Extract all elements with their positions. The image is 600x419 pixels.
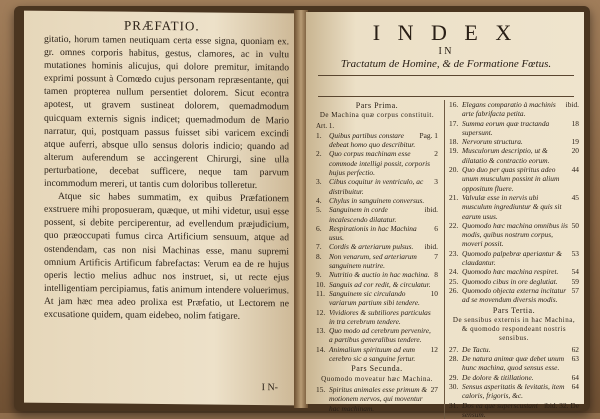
index-entry: [449, 382, 579, 401]
entry-text: Quomodo palpebræ aperiantur & claudantur.: [462, 249, 570, 268]
entry-page: 59: [572, 277, 579, 286]
entry-text: Elegans comparatio à machinis arte fabrifacta petita.: [462, 100, 564, 119]
entry-text: Quomodo objecta externa incitatur ad se movendum diversis modis.: [462, 286, 570, 305]
entry-text: Vividiores & subtiliores particulas in tra cerebrum tendere.: [329, 308, 436, 327]
index-column-right: [444, 100, 579, 419]
index-subtitle: Tractatum de Homine, & de Formatione Fœtus.: [316, 58, 576, 70]
entry-text: Chylus in sanguinem conversus.: [329, 196, 436, 205]
entry-number: 6.: [316, 224, 329, 233]
entry-text: Quo duo per quas spiritus adeo unum musculum possint in alium oppositum fluere.: [462, 165, 570, 193]
entry-page: ibid.: [425, 205, 438, 214]
entry-text: De dolore & titillatione.: [462, 373, 570, 382]
entry-page: 54: [572, 267, 579, 276]
entry-number: 19.: [449, 146, 462, 155]
index-in: I N: [306, 46, 584, 57]
entry-page: 8: [434, 270, 438, 279]
entry-number: 17.: [449, 119, 462, 128]
entry-page: 45: [572, 193, 579, 202]
section-heading: Pars Prima.: [316, 101, 438, 110]
entry-text: De natura animæ quæ debet unum hunc machina, quod sensus esse.: [462, 354, 570, 373]
index-entry: [449, 165, 579, 193]
entry-page: 64: [572, 373, 579, 382]
entry-number: 8.: [316, 252, 329, 261]
entry-text: Animalium spirituum ad eum cerebro sic a sanguine fertur.: [329, 345, 429, 364]
entry-list: [449, 100, 579, 305]
entry-number: 9.: [316, 270, 329, 279]
entry-text: Sensus asperitatis & levitatis, item caloris, frigoris, &c.: [462, 382, 570, 401]
index-entry: [316, 280, 438, 289]
index-entry: [316, 242, 438, 251]
index-entry: [449, 267, 579, 276]
entry-page: 44: [572, 165, 579, 174]
index-entry: [449, 277, 579, 286]
entry-number: 28.: [449, 354, 462, 363]
index-entry: [449, 373, 579, 382]
index-entry: [316, 177, 438, 196]
index-title: I N D E X: [306, 20, 584, 46]
entry-page: 50: [572, 221, 579, 230]
index-entry: [316, 149, 438, 177]
entry-page: ibid.: [566, 100, 579, 109]
entry-text: Quo modo ad cerebrum pervenire, a partibus generalibus tendere.: [329, 326, 436, 345]
entry-number: 3.: [316, 177, 329, 186]
entry-page: 6: [434, 224, 438, 233]
entry-number: 24.: [449, 267, 462, 276]
index-entry: [316, 308, 438, 327]
entry-page: 12: [431, 345, 438, 354]
entry-text: Dos ea que superscustant sensum.: [462, 401, 542, 419]
entry-text: Cibus coquitur in ventriculo, ac distribuitur.: [329, 177, 432, 196]
entry-page: 62: [572, 345, 579, 354]
index-entry: [316, 270, 438, 279]
entry-number: 7.: [316, 242, 329, 251]
divider: [318, 75, 574, 76]
entry-text: Nervorum structura.: [462, 137, 570, 146]
entry-text: Respirationis in hac Machina usus.: [329, 224, 432, 243]
index-entry: [449, 119, 579, 138]
entry-number: 14.: [316, 345, 329, 354]
entry-text: Sanguinem in corde incalescendo dilatatur.: [329, 205, 423, 224]
entry-page: 10: [431, 289, 438, 298]
entry-number: 29.: [449, 373, 462, 382]
entry-number: 21.: [449, 193, 462, 202]
entry-number: 18.: [449, 137, 462, 146]
index-entry: [316, 326, 438, 345]
entry-text: De Tactu.: [462, 345, 570, 354]
entry-list: [316, 385, 438, 413]
entry-text: Sanguis ad cor redit, & circulatur.: [329, 280, 436, 289]
entry-page: 64: [572, 382, 579, 391]
entry-number: 20.: [449, 165, 462, 174]
entry-text: Quo corpus machinam esse commode intelligi possit, corporis hujus perfectio.: [329, 149, 432, 177]
section-subheading: De Machina quæ corpus constituit.: [316, 111, 438, 120]
left-page: [24, 11, 296, 406]
entry-text: Quomodo cibus in ore deglutiat.: [462, 277, 570, 286]
entry-page: 63: [572, 354, 579, 363]
entry-text: Non venarum, sed arteriarum sanguinem nutrire.: [329, 252, 432, 271]
entry-page: ibid.: [425, 242, 438, 251]
entry-text: Valvulæ esse in nervis ubi musculum ingrediuntur & quis sit earum usus.: [462, 193, 570, 221]
index-entry: [449, 286, 579, 305]
entry-number: 16.: [449, 100, 462, 109]
entry-text: Quomodo hæc machina omnibus iis modis, quibus nostrum corpus, moveri possit.: [462, 221, 570, 249]
article-label: Art. 1.: [316, 122, 438, 131]
entry-text: Spiritus animales esse primum & motionem nervos, qui moventur hac machinam.: [329, 385, 429, 413]
entry-number: 31.: [449, 401, 462, 410]
index-entry: [449, 193, 579, 221]
entry-page: 20: [572, 146, 579, 155]
paragraph: gitatio, horum tamen neutiquam certa esse signa, quoniam ex. gr. omnes corporis habitus, gestus, clamores, ac in vultu mutationes hominis alicujus, qui dolore premitur, imitando exprimi possunt à Comœdo cujus personam repræsentante, qui tamen propterea nullum persentiet dolorem. Sicut econtra apotest, ut gravem sustineat dolorem, quemadmodum quicquam externis signis indicet; quemadmodum de Mario narratur, qui, postquam passus fuisset sibi varicem excindi atque auferri, absque ullo sensus doloris indicio; quando ad alterum auferendum se accingerent Chirurgi, sine ulla perturbatione, decebat sufficere, neque tam parvum incommodum mereri, ut tantis cum doloribus tolleretur.: [44, 33, 289, 193]
index-entry: [449, 345, 579, 354]
index-entry: [316, 385, 438, 413]
index-entry: [449, 137, 579, 146]
index-entry: [449, 100, 579, 119]
entry-number: 5.: [316, 205, 329, 214]
catchword: I N-: [262, 382, 278, 393]
index-column-left: [316, 100, 438, 413]
entry-number: 26.: [449, 286, 462, 295]
entry-page: ibid. 32. De: [544, 401, 579, 410]
entry-number: 27.: [449, 345, 462, 354]
entry-number: 22.: [449, 221, 462, 230]
entry-page: 57: [572, 286, 579, 295]
entry-list: [316, 131, 438, 363]
index-entry: [449, 401, 579, 419]
entry-page: 2: [434, 149, 438, 158]
entry-number: 23.: [449, 249, 462, 258]
entry-number: 10.: [316, 280, 329, 289]
entry-number: 13.: [316, 326, 329, 335]
index-entry: [316, 131, 438, 150]
entry-page: 53: [572, 249, 579, 258]
index-entry: [316, 205, 438, 224]
index-entry: [449, 146, 579, 165]
entry-number: 2.: [316, 149, 329, 158]
left-page-body: [44, 33, 289, 324]
entry-text: Cordis & arteriarum pulsus.: [329, 242, 423, 251]
entry-page: 3: [434, 177, 438, 186]
entry-number: 12.: [316, 308, 329, 317]
entry-text: Summa eorum quæ tractanda supersunt.: [462, 119, 570, 138]
entry-number: 4.: [316, 196, 329, 205]
entry-number: 11.: [316, 289, 329, 298]
index-entry: [316, 224, 438, 243]
entry-text: Quibus partibus constare debeat homo quo describitur.: [329, 131, 418, 150]
paragraph: Atque sic habes summatim, ex quibus Præfationem exstruere mihi proposueram, quæque, ut mihi videtur, usui esse possent, si debite perciperentur, ad evellendum præjudicium, quo præoccupati fumus circa Artificium sensuum, atque ad ostendendam, cas non nisi Machinas esse, manu supremi omnium Artificis Artificum fabrefactas: Verum ea de re hujus operis lectio melius adhuc nos instruet, si, ut recte ejus intelligentiam percipiamus, fatis animum intendere voluerimus. At jam hæc mea adeo prolixa est Præfatio, ut Lectorem ne excusatione quidem, quam eidebeo, nolim fatigare.: [44, 190, 289, 324]
entry-page: Pag. 1: [420, 131, 438, 140]
section-heading: Pars Tertia.: [449, 306, 579, 315]
entry-list: [449, 345, 579, 419]
entry-number: 1.: [316, 131, 329, 140]
entry-page: 19: [572, 137, 579, 146]
open-book: [14, 6, 590, 411]
divider: [318, 96, 574, 97]
entry-number: 25.: [449, 277, 462, 286]
entry-page: 7: [434, 252, 438, 261]
entry-text: Nutritio & auctio in hac machina.: [329, 270, 432, 279]
index-entry: [449, 249, 579, 268]
left-page-header: PRÆFATIO.: [124, 18, 200, 35]
index-entry: [316, 289, 438, 308]
entry-text: Quomodo hæc machina respiret.: [462, 267, 570, 276]
entry-number: 30.: [449, 382, 462, 391]
index-entry: [316, 196, 438, 205]
entry-page: 27: [431, 385, 438, 394]
index-entry: [316, 252, 438, 271]
section-heading: Pars Secunda.: [316, 364, 438, 373]
entry-text: Musculorum descriptio, ut & dilatatio & contractio eorum.: [462, 146, 570, 165]
index-entry: [316, 345, 438, 364]
right-page: [306, 12, 584, 404]
entry-text: Sanguinem sic circulando variarum partium sibi tendere.: [329, 289, 429, 308]
index-entry: [449, 354, 579, 373]
section-subheading: De sensibus externis in hac Machina, & quomodo respondeant nostris sensibus.: [449, 316, 579, 344]
index-entry: [449, 221, 579, 249]
section-subheading: Quomodo moveatur hæc Machina.: [316, 375, 438, 384]
entry-page: 18: [572, 119, 579, 128]
entry-number: 15.: [316, 385, 329, 394]
